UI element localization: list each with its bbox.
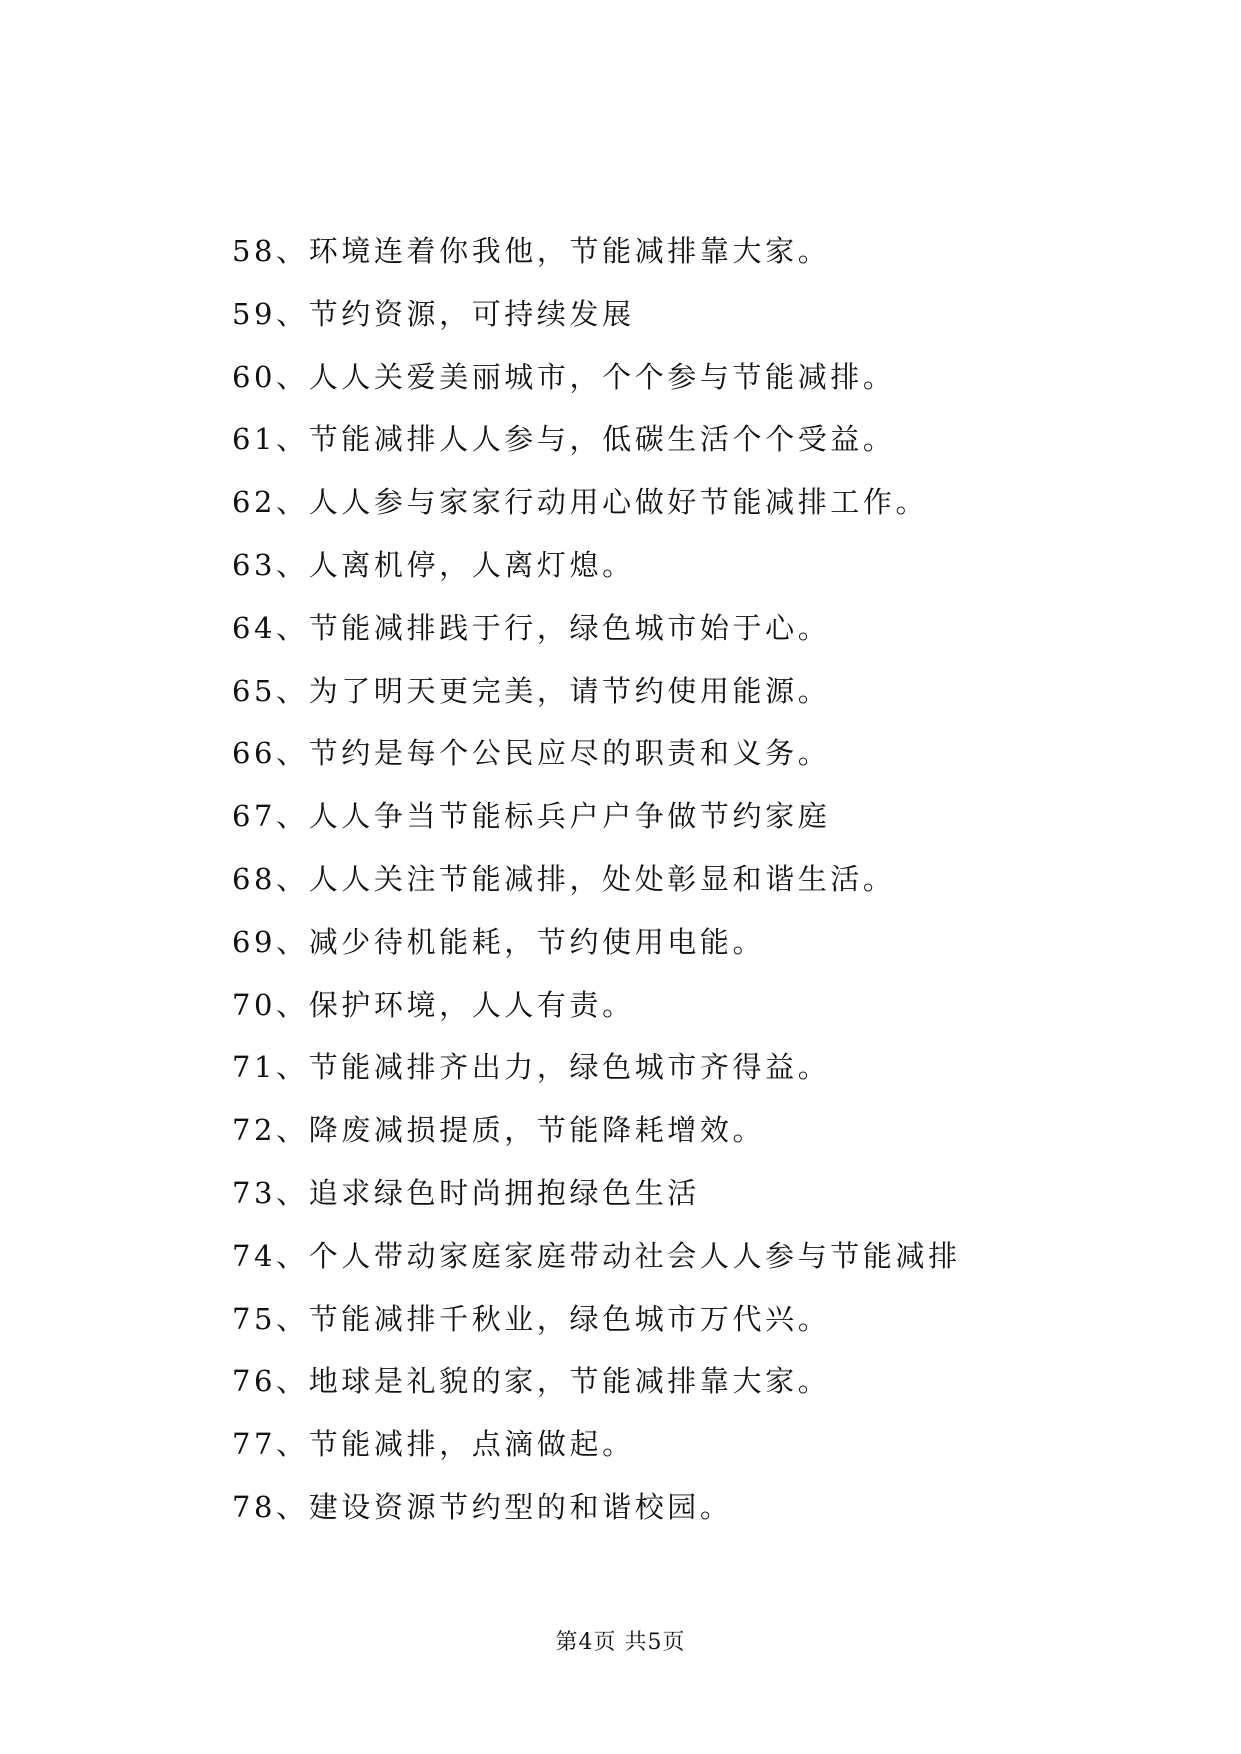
slogan-line: 58、环境连着你我他，节能减排靠大家。 (232, 234, 831, 268)
slogan-line: 74、个人带动家庭家庭带动社会人人参与节能减排 (232, 1238, 961, 1273)
page-footer: 第4页 共5页 (555, 1630, 686, 1655)
slogan-line: 64、节能减排践于行，绿色城市始于心。 (232, 610, 831, 645)
slogan-line: 63、人离机停，人离灯熄。 (232, 547, 635, 582)
slogan-line: 65、为了明天更完美，请节约使用能源。 (232, 673, 831, 708)
slogan-line: 66、节约是每个公民应尽的职责和义务。 (232, 736, 831, 771)
slogan-line: 67、人人争当节能标兵户户争做节约家庭 (232, 799, 831, 834)
slogan-line: 75、节能减排千秋业，绿色城市万代兴。 (232, 1301, 831, 1336)
slogan-line: 71、节能减排齐出力，绿色城市齐得益。 (232, 1050, 831, 1085)
slogan-line: 62、人人参与家家行动用心做好节能减排工作。 (232, 485, 929, 520)
slogan-line: 72、降废减损提质，节能降耗增效。 (232, 1113, 766, 1148)
slogan-line: 59、节约资源，可持续发展 (232, 296, 635, 331)
slogan-line: 78、建设资源节约型的和谐校园。 (232, 1489, 733, 1524)
slogan-line: 68、人人关注节能减排，处处彰显和谐生活。 (232, 861, 896, 896)
slogan-line: 76、地球是礼貌的家，节能减排靠大家。 (232, 1364, 831, 1399)
slogan-line: 69、减少待机能耗，节约使用电能。 (232, 924, 766, 959)
slogan-line: 60、人人关爱美丽城市，个个参与节能减排。 (232, 359, 896, 394)
slogan-line: 61、节能减排人人参与，低碳生活个个受益。 (232, 422, 896, 457)
slogan-list (232, 233, 1212, 1552)
slogan-line: 73、追求绿色时尚拥抱绿色生活 (232, 1175, 700, 1210)
slogan-line: 70、保护环境，人人有责。 (232, 987, 635, 1022)
slogan-line: 77、节能减排，点滴做起。 (232, 1427, 635, 1462)
